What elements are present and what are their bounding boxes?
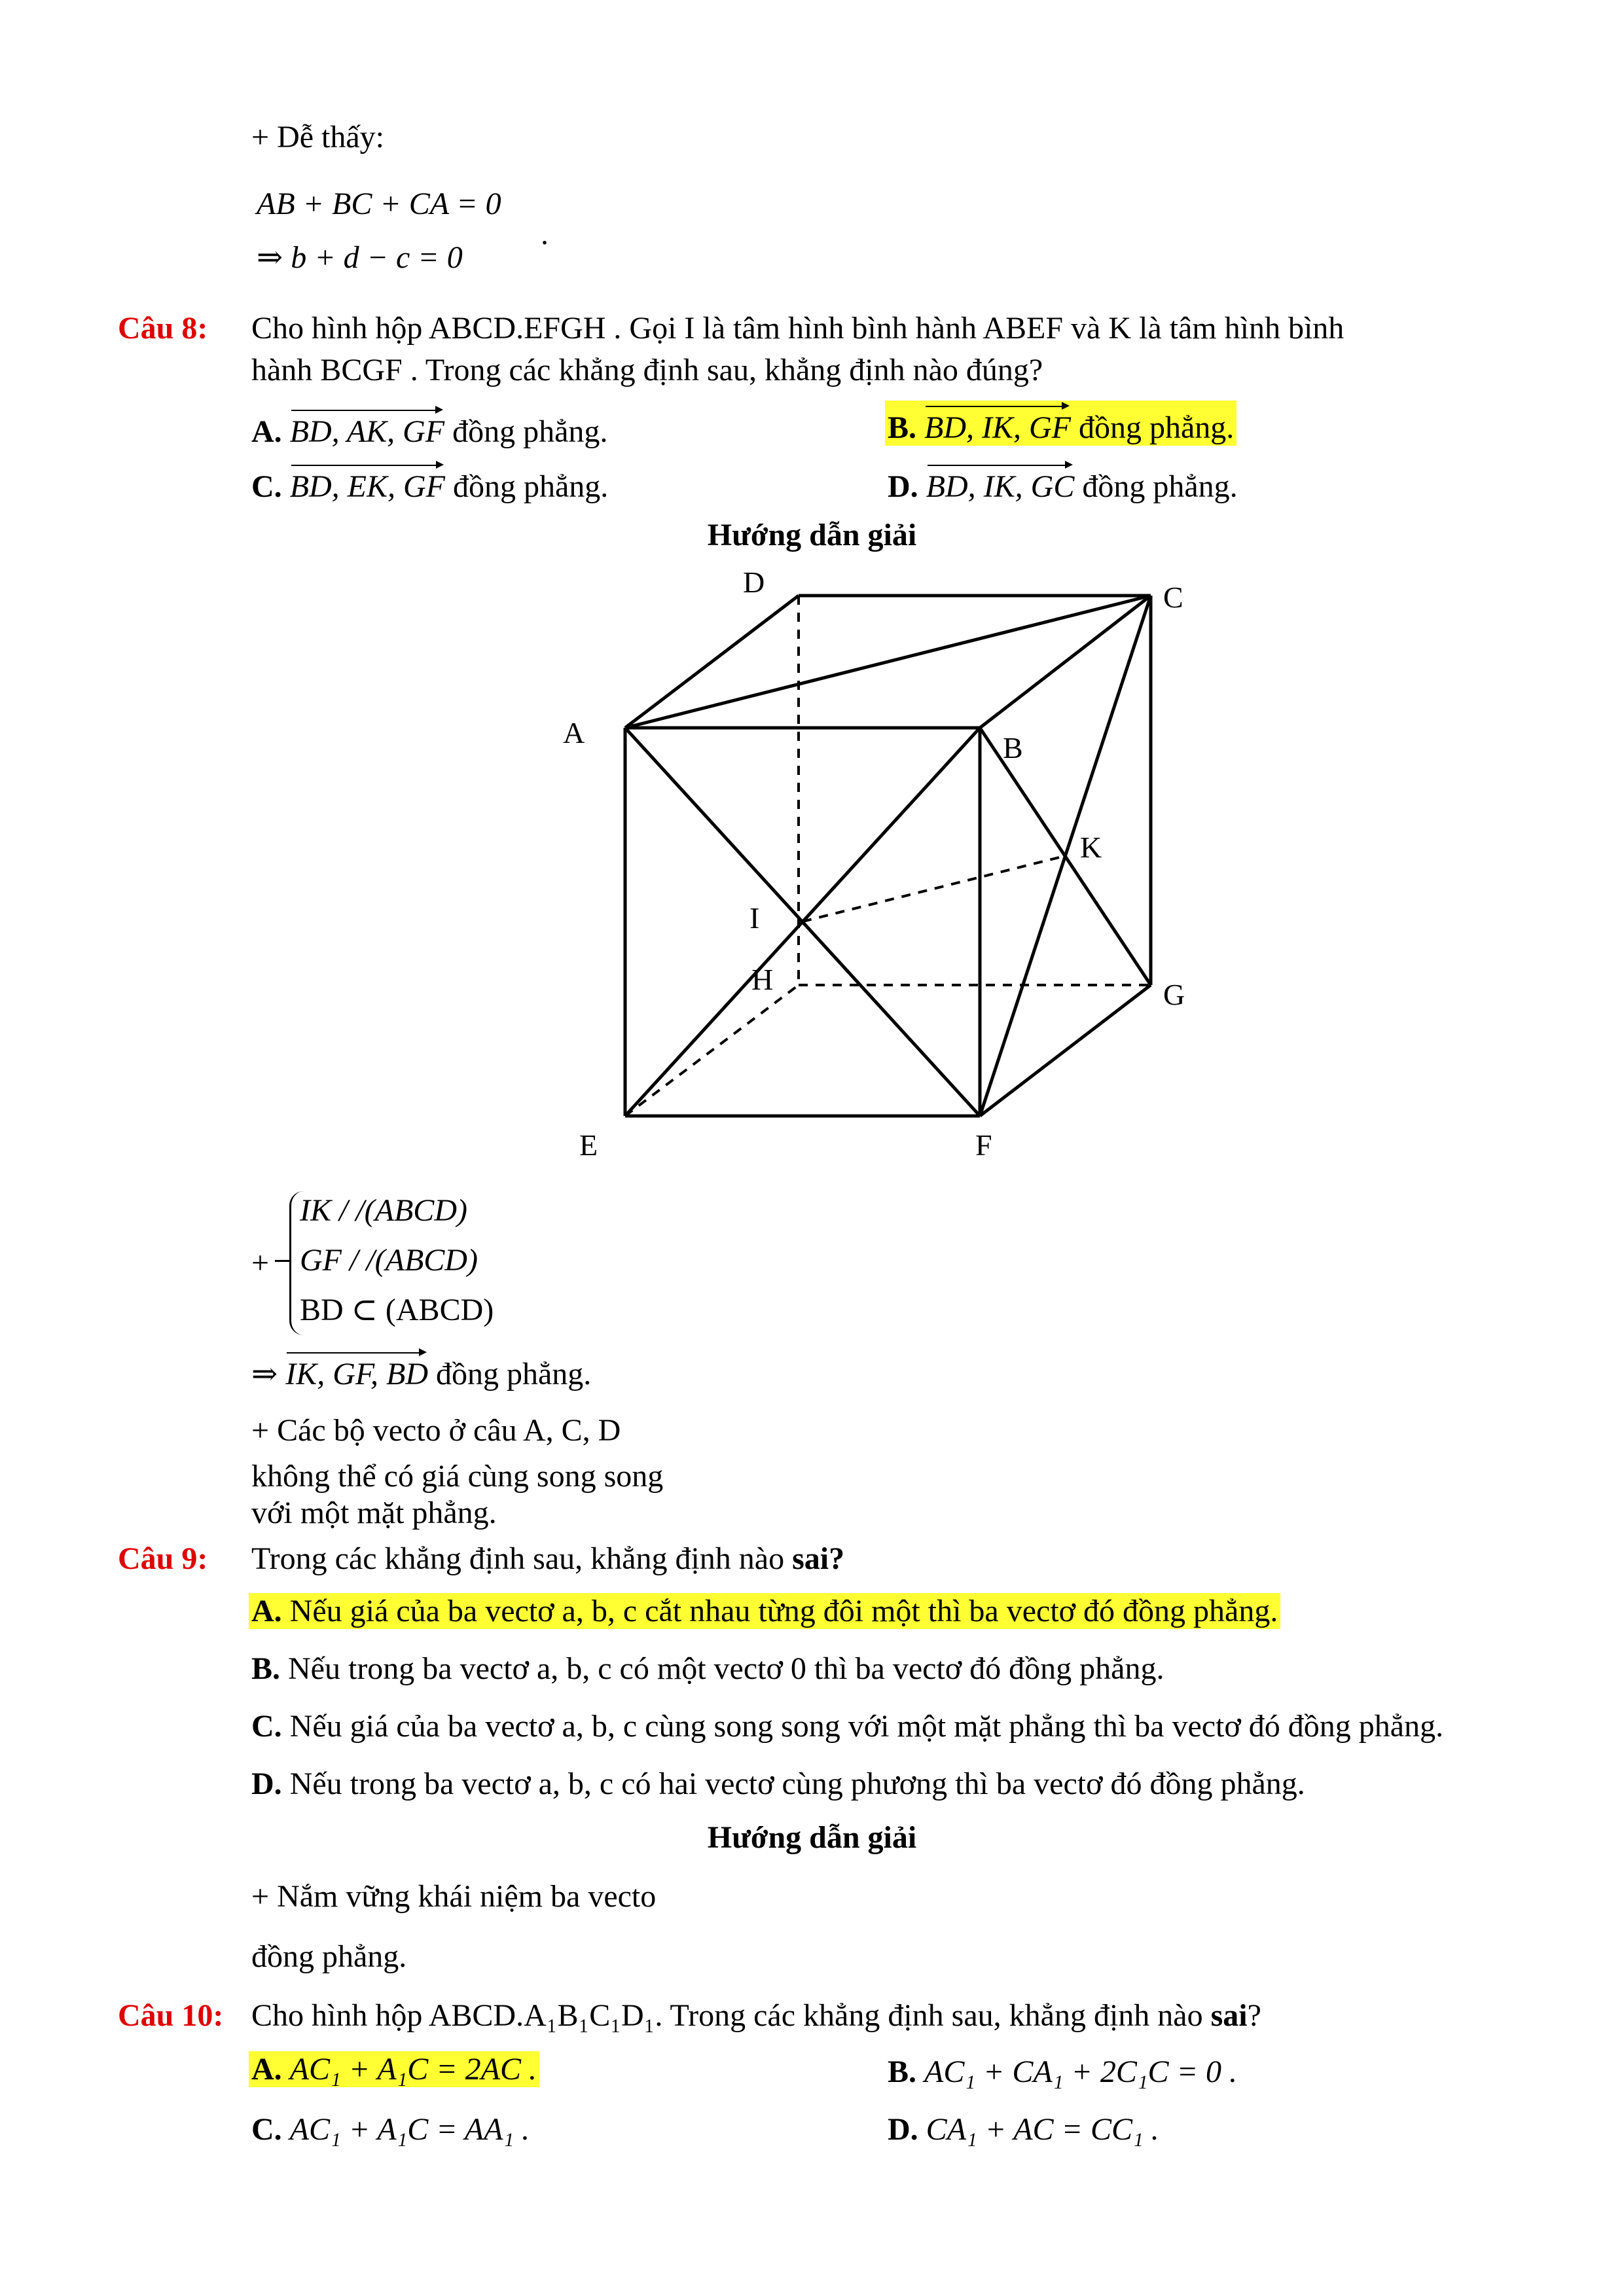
q9-stem-bold: sai? <box>792 1541 845 1576</box>
option-letter: B. <box>251 1651 281 1686</box>
q10-option-b[interactable] <box>888 2054 1237 2090</box>
option-letter: C. <box>251 469 282 504</box>
option-letter: A. <box>251 414 282 449</box>
q8-stem-line1: Cho hình hộp ABCD.EFGH . Gọi I là tâm hình bình hành ABEF và K là tâm hình bình <box>251 311 1344 346</box>
q9-option-a[interactable] <box>249 1593 1280 1629</box>
sol-sys-1: IK / /(ABCD) <box>300 1193 467 1228</box>
diag-CF <box>980 596 1151 1116</box>
option-text: Nếu giá của ba vectơ a, b, c cắt nhau từng đôi một thì ba vectơ đó đồng phẳng. <box>289 1594 1278 1628</box>
option-text: AC₁ + A₁C = 2AC . <box>289 2052 537 2087</box>
option-text: Nếu trong ba vectơ a, b, c có hai vectơ cùng phương thì ba vectơ đó đồng phẳng. <box>289 1767 1305 1801</box>
label-B: B <box>1003 731 1023 764</box>
q10-stem-end: ? <box>1247 1998 1261 2033</box>
implies-symbol: ⇒ <box>251 1357 286 1391</box>
intro-eq2: ⇒ b + d − c = 0 <box>257 240 463 275</box>
q10-stem-bold: sai <box>1210 1998 1248 2033</box>
label-F: F <box>975 1128 992 1162</box>
q9-option-b[interactable] <box>251 1651 1164 1687</box>
q9-option-d[interactable] <box>251 1766 1305 1802</box>
q9-stem-text: Trong các khẳng định sau, khẳng định nào <box>251 1541 785 1576</box>
q10-stem-text: Cho hình hộp ABCD.A₁B₁C₁D₁. Trong các khẳng định sau, khẳng định nào <box>251 1998 1203 2033</box>
edge-AD <box>625 596 799 728</box>
q9-stem <box>251 1541 844 1577</box>
option-letter: A. <box>251 1594 282 1628</box>
label-D: D <box>743 565 765 599</box>
option-text: đồng phẳng. <box>1078 410 1235 445</box>
sol-concl-text: đồng phẳng. <box>436 1357 592 1391</box>
option-letter: D. <box>888 469 918 504</box>
label-C: C <box>1163 581 1183 614</box>
option-text: CA₁ + AC = CC₁ . <box>926 2112 1159 2147</box>
option-letter: D. <box>251 1767 282 1801</box>
label-G: G <box>1163 978 1185 1011</box>
sol-note1: + Các bộ vecto ở câu A, C, D <box>251 1413 621 1448</box>
label-A: A <box>563 716 585 749</box>
option-letter: A. <box>251 2052 282 2087</box>
option-vectors: BD, IK, GC <box>926 459 1075 505</box>
option-text: đồng phẳng. <box>452 469 609 504</box>
hidden-IK <box>803 856 1064 922</box>
label-K: K <box>1080 831 1102 864</box>
option-letter: D. <box>888 2112 918 2147</box>
label-I: I <box>749 901 760 935</box>
label-E: E <box>579 1128 598 1162</box>
q9-option-c[interactable] <box>251 1708 1443 1744</box>
sol-plus: + <box>251 1246 270 1280</box>
option-text: đồng phẳng. <box>1082 469 1238 504</box>
q9-guide-heading: Hướng dẫn giải <box>707 1820 917 1855</box>
sol-concl-vectors: IK, GF, BD <box>285 1347 428 1392</box>
q9-sol2: đồng phẳng. <box>251 1939 407 1974</box>
q9-label: Câu 9: <box>118 1541 208 1576</box>
q9-sol1: + Nắm vững khái niệm ba vecto <box>251 1879 657 1914</box>
edge-AC <box>625 596 1151 728</box>
q10-stem <box>251 1998 1261 2034</box>
q10-label: Câu 10: <box>118 1998 224 2033</box>
sol-note2: không thể có giá cùng song song <box>251 1459 664 1494</box>
q10-option-d[interactable] <box>888 2111 1159 2147</box>
q10-option-c[interactable] <box>251 2111 530 2147</box>
sol-note3: với một mặt phẳng. <box>251 1496 497 1530</box>
option-letter: B. <box>888 2054 917 2089</box>
intro-eq1: AB + BC + CA = 0 <box>257 187 501 221</box>
option-text: AC₁ + CA₁ + 2C₁C = 0 . <box>924 2054 1237 2089</box>
option-vectors: BD, EK, GF <box>290 459 445 505</box>
intro-dot: . <box>541 217 549 251</box>
sol-conclusion <box>251 1347 591 1392</box>
option-text: AC₁ + A₁C = AA₁ . <box>289 2112 530 2147</box>
edge-FG <box>980 985 1151 1116</box>
option-letter: C. <box>251 2112 282 2147</box>
q8-stem-line2: hành BCGF . Trong các khẳng định sau, khẳng định nào đúng? <box>251 353 1043 387</box>
label-H: H <box>751 963 774 996</box>
q8-label: Câu 8: <box>118 311 208 346</box>
q8-guide-heading: Hướng dẫn giải <box>707 518 917 552</box>
intro-text: + Dễ thấy: <box>251 120 385 154</box>
sol-sys-3: BD ⊂ (ABCD) <box>300 1293 494 1327</box>
system-brace-tip <box>275 1260 289 1262</box>
option-text: đồng phẳng. <box>452 414 608 449</box>
option-text: Nếu giá của ba vectơ a, b, c cùng song song với một mặt phẳng thì ba vectơ đó đồng phẳng. <box>289 1709 1444 1744</box>
option-vectors: BD, IK, GF <box>924 401 1071 446</box>
option-text: Nếu trong ba vectơ a, b, c có một vectơ 0 thì ba vectơ đó đồng phẳng. <box>288 1651 1164 1686</box>
hidden-EH <box>625 985 799 1116</box>
option-letter: B. <box>888 410 917 445</box>
q10-option-a[interactable] <box>249 2051 539 2087</box>
sol-sys-2: GF / /(ABCD) <box>300 1243 478 1278</box>
option-vectors: BD, AK, GF <box>290 404 444 450</box>
option-letter: C. <box>251 1709 282 1744</box>
